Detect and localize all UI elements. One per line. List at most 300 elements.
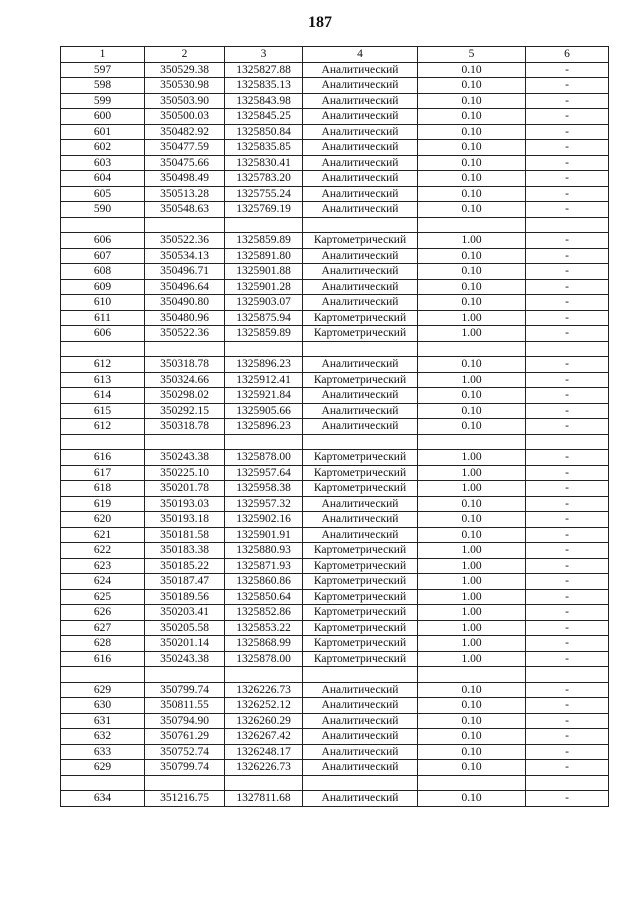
x-coordinate-cell: 350799.74 — [145, 682, 225, 698]
y-coordinate-cell: 1325868.99 — [225, 636, 303, 652]
point-number-cell: 622 — [61, 543, 145, 559]
x-coordinate-cell: 350318.78 — [145, 419, 225, 435]
table-row — [61, 512, 609, 528]
accuracy-cell: 1.00 — [418, 372, 526, 388]
note-cell: - — [526, 729, 609, 745]
empty-cell — [61, 341, 145, 357]
y-coordinate-cell: 1325871.93 — [225, 558, 303, 574]
method-cell: Аналитический — [303, 729, 418, 745]
method-cell: Картометрический — [303, 589, 418, 605]
note-cell: - — [526, 264, 609, 280]
method-cell: Картометрический — [303, 233, 418, 249]
point-number-cell: 623 — [61, 558, 145, 574]
accuracy-cell: 0.10 — [418, 124, 526, 140]
method-cell: Аналитический — [303, 419, 418, 435]
point-number-cell: 609 — [61, 279, 145, 295]
accuracy-cell: 0.10 — [418, 698, 526, 714]
y-coordinate-cell: 1325835.13 — [225, 78, 303, 94]
table-row — [61, 543, 609, 559]
point-number-cell: 634 — [61, 791, 145, 807]
accuracy-cell: 1.00 — [418, 651, 526, 667]
y-coordinate-cell: 1325755.24 — [225, 186, 303, 202]
note-cell: - — [526, 248, 609, 264]
accuracy-cell: 0.10 — [418, 713, 526, 729]
y-coordinate-cell: 1326260.29 — [225, 713, 303, 729]
y-coordinate-cell: 1326226.73 — [225, 760, 303, 776]
x-coordinate-cell: 350477.59 — [145, 140, 225, 156]
x-coordinate-cell: 350205.58 — [145, 620, 225, 636]
table-row — [61, 496, 609, 512]
x-coordinate-cell: 350529.38 — [145, 62, 225, 78]
table-row — [61, 186, 609, 202]
table-row — [61, 698, 609, 714]
method-cell: Картометрический — [303, 620, 418, 636]
table-row — [61, 233, 609, 249]
accuracy-cell: 0.10 — [418, 279, 526, 295]
x-coordinate-cell: 351216.75 — [145, 791, 225, 807]
method-cell: Картометрический — [303, 326, 418, 342]
table-row — [61, 155, 609, 171]
method-cell: Аналитический — [303, 124, 418, 140]
x-coordinate-cell: 350496.71 — [145, 264, 225, 280]
x-coordinate-cell: 350522.36 — [145, 233, 225, 249]
method-cell: Картометрический — [303, 651, 418, 667]
point-number-cell: 626 — [61, 605, 145, 621]
point-number-cell: 620 — [61, 512, 145, 528]
accuracy-cell: 0.10 — [418, 78, 526, 94]
empty-cell — [145, 667, 225, 683]
note-cell: - — [526, 388, 609, 404]
accuracy-cell: 0.10 — [418, 744, 526, 760]
table-row — [61, 109, 609, 125]
x-coordinate-cell: 350187.47 — [145, 574, 225, 590]
note-cell: - — [526, 295, 609, 311]
empty-cell — [418, 434, 526, 450]
x-coordinate-cell: 350189.56 — [145, 589, 225, 605]
table-row — [61, 248, 609, 264]
empty-cell — [61, 434, 145, 450]
x-coordinate-cell: 350513.28 — [145, 186, 225, 202]
y-coordinate-cell: 1326267.42 — [225, 729, 303, 745]
table-row — [61, 791, 609, 807]
x-coordinate-cell: 350503.90 — [145, 93, 225, 109]
point-number-cell: 631 — [61, 713, 145, 729]
y-coordinate-cell: 1325845.25 — [225, 109, 303, 125]
method-cell: Картометрический — [303, 605, 418, 621]
accuracy-cell: 0.10 — [418, 155, 526, 171]
point-number-cell: 603 — [61, 155, 145, 171]
note-cell: - — [526, 450, 609, 466]
table-row — [61, 419, 609, 435]
note-cell: - — [526, 62, 609, 78]
empty-cell — [418, 667, 526, 683]
method-cell: Аналитический — [303, 388, 418, 404]
note-cell: - — [526, 279, 609, 295]
table-row — [61, 574, 609, 590]
separator-row — [61, 775, 609, 791]
accuracy-cell: 0.10 — [418, 140, 526, 156]
point-number-cell: 615 — [61, 403, 145, 419]
method-cell: Картометрический — [303, 543, 418, 559]
y-coordinate-cell: 1326226.73 — [225, 682, 303, 698]
method-cell: Картометрический — [303, 465, 418, 481]
point-number-cell: 602 — [61, 140, 145, 156]
empty-cell — [225, 217, 303, 233]
note-cell: - — [526, 233, 609, 249]
method-cell: Аналитический — [303, 698, 418, 714]
y-coordinate-cell: 1325850.84 — [225, 124, 303, 140]
method-cell: Аналитический — [303, 295, 418, 311]
method-cell: Аналитический — [303, 248, 418, 264]
x-coordinate-cell: 350534.13 — [145, 248, 225, 264]
accuracy-cell: 0.10 — [418, 295, 526, 311]
method-cell: Аналитический — [303, 171, 418, 187]
empty-cell — [303, 775, 418, 791]
accuracy-cell: 0.10 — [418, 248, 526, 264]
accuracy-cell: 1.00 — [418, 636, 526, 652]
x-coordinate-cell: 350548.63 — [145, 202, 225, 218]
note-cell: - — [526, 496, 609, 512]
x-coordinate-cell: 350298.02 — [145, 388, 225, 404]
y-coordinate-cell: 1325901.91 — [225, 527, 303, 543]
y-coordinate-cell: 1325859.89 — [225, 233, 303, 249]
note-cell: - — [526, 465, 609, 481]
header-row — [61, 47, 609, 63]
note-cell: - — [526, 760, 609, 776]
note-cell: - — [526, 124, 609, 140]
accuracy-cell: 1.00 — [418, 589, 526, 605]
x-coordinate-cell: 350185.22 — [145, 558, 225, 574]
table-row — [61, 326, 609, 342]
table-row — [61, 124, 609, 140]
y-coordinate-cell: 1325902.16 — [225, 512, 303, 528]
y-coordinate-cell: 1325957.64 — [225, 465, 303, 481]
point-number-cell: 598 — [61, 78, 145, 94]
table-row — [61, 760, 609, 776]
empty-cell — [526, 775, 609, 791]
x-coordinate-cell: 350522.36 — [145, 326, 225, 342]
empty-cell — [418, 341, 526, 357]
note-cell: - — [526, 372, 609, 388]
point-number-cell: 600 — [61, 109, 145, 125]
accuracy-cell: 0.10 — [418, 93, 526, 109]
method-cell: Аналитический — [303, 186, 418, 202]
empty-cell — [418, 775, 526, 791]
accuracy-cell: 1.00 — [418, 605, 526, 621]
note-cell: - — [526, 93, 609, 109]
point-number-cell: 610 — [61, 295, 145, 311]
separator-row — [61, 434, 609, 450]
note-cell: - — [526, 698, 609, 714]
method-cell: Аналитический — [303, 403, 418, 419]
table-row — [61, 713, 609, 729]
table-body — [61, 47, 609, 807]
method-cell: Аналитический — [303, 140, 418, 156]
point-number-cell: 590 — [61, 202, 145, 218]
point-number-cell: 599 — [61, 93, 145, 109]
accuracy-cell: 0.10 — [418, 419, 526, 435]
empty-cell — [145, 217, 225, 233]
y-coordinate-cell: 1325859.89 — [225, 326, 303, 342]
x-coordinate-cell: 350292.15 — [145, 403, 225, 419]
accuracy-cell: 1.00 — [418, 620, 526, 636]
table-row — [61, 372, 609, 388]
table-row — [61, 481, 609, 497]
y-coordinate-cell: 1325903.07 — [225, 295, 303, 311]
empty-cell — [225, 434, 303, 450]
note-cell: - — [526, 512, 609, 528]
table-row — [61, 279, 609, 295]
x-coordinate-cell: 350761.29 — [145, 729, 225, 745]
accuracy-cell: 1.00 — [418, 574, 526, 590]
x-coordinate-cell: 350496.64 — [145, 279, 225, 295]
y-coordinate-cell: 1325878.00 — [225, 450, 303, 466]
table-row — [61, 264, 609, 280]
accuracy-cell: 1.00 — [418, 450, 526, 466]
note-cell: - — [526, 682, 609, 698]
point-number-cell: 604 — [61, 171, 145, 187]
note-cell: - — [526, 791, 609, 807]
table-row — [61, 744, 609, 760]
empty-cell — [526, 341, 609, 357]
table-row — [61, 651, 609, 667]
method-cell: Аналитический — [303, 496, 418, 512]
header-cell-4: 4 — [303, 47, 418, 63]
y-coordinate-cell: 1325783.20 — [225, 171, 303, 187]
y-coordinate-cell: 1325878.00 — [225, 651, 303, 667]
empty-cell — [418, 217, 526, 233]
separator-row — [61, 341, 609, 357]
page-number: 187 — [308, 14, 332, 31]
accuracy-cell: 0.10 — [418, 186, 526, 202]
method-cell: Аналитический — [303, 512, 418, 528]
accuracy-cell: 1.00 — [418, 233, 526, 249]
point-number-cell: 633 — [61, 744, 145, 760]
point-number-cell: 601 — [61, 124, 145, 140]
point-number-cell: 608 — [61, 264, 145, 280]
header-cell-2: 2 — [145, 47, 225, 63]
y-coordinate-cell: 1326248.17 — [225, 744, 303, 760]
accuracy-cell: 1.00 — [418, 543, 526, 559]
x-coordinate-cell: 350482.92 — [145, 124, 225, 140]
empty-cell — [526, 667, 609, 683]
point-number-cell: 629 — [61, 682, 145, 698]
point-number-cell: 607 — [61, 248, 145, 264]
empty-cell — [526, 217, 609, 233]
table-row — [61, 357, 609, 373]
x-coordinate-cell: 350475.66 — [145, 155, 225, 171]
accuracy-cell: 0.10 — [418, 109, 526, 125]
x-coordinate-cell: 350201.78 — [145, 481, 225, 497]
y-coordinate-cell: 1325830.41 — [225, 155, 303, 171]
point-number-cell: 612 — [61, 419, 145, 435]
accuracy-cell: 0.10 — [418, 357, 526, 373]
empty-cell — [303, 217, 418, 233]
note-cell: - — [526, 543, 609, 559]
method-cell: Аналитический — [303, 760, 418, 776]
y-coordinate-cell: 1325875.94 — [225, 310, 303, 326]
empty-cell — [61, 217, 145, 233]
accuracy-cell: 0.10 — [418, 760, 526, 776]
note-cell: - — [526, 140, 609, 156]
table-row — [61, 140, 609, 156]
y-coordinate-cell: 1325853.22 — [225, 620, 303, 636]
x-coordinate-cell: 350811.55 — [145, 698, 225, 714]
point-number-cell: 612 — [61, 357, 145, 373]
y-coordinate-cell: 1325891.80 — [225, 248, 303, 264]
accuracy-cell: 1.00 — [418, 310, 526, 326]
table-row — [61, 682, 609, 698]
x-coordinate-cell: 350324.66 — [145, 372, 225, 388]
point-number-cell: 627 — [61, 620, 145, 636]
note-cell: - — [526, 357, 609, 373]
accuracy-cell: 1.00 — [418, 326, 526, 342]
method-cell: Аналитический — [303, 109, 418, 125]
method-cell: Картометрический — [303, 481, 418, 497]
y-coordinate-cell: 1325905.66 — [225, 403, 303, 419]
note-cell: - — [526, 171, 609, 187]
y-coordinate-cell: 1325957.32 — [225, 496, 303, 512]
accuracy-cell: 0.10 — [418, 527, 526, 543]
note-cell: - — [526, 481, 609, 497]
note-cell: - — [526, 651, 609, 667]
coordinates-table — [60, 46, 609, 807]
x-coordinate-cell: 350752.74 — [145, 744, 225, 760]
table-row — [61, 558, 609, 574]
point-number-cell: 616 — [61, 450, 145, 466]
point-number-cell: 611 — [61, 310, 145, 326]
header-cell-1: 1 — [61, 47, 145, 63]
y-coordinate-cell: 1325835.85 — [225, 140, 303, 156]
method-cell: Картометрический — [303, 574, 418, 590]
note-cell: - — [526, 326, 609, 342]
method-cell: Аналитический — [303, 791, 418, 807]
empty-cell — [61, 775, 145, 791]
accuracy-cell: 0.10 — [418, 62, 526, 78]
y-coordinate-cell: 1325901.28 — [225, 279, 303, 295]
table-row — [61, 388, 609, 404]
note-cell: - — [526, 636, 609, 652]
empty-cell — [145, 341, 225, 357]
y-coordinate-cell: 1325850.64 — [225, 589, 303, 605]
x-coordinate-cell: 350318.78 — [145, 357, 225, 373]
point-number-cell: 630 — [61, 698, 145, 714]
point-number-cell: 621 — [61, 527, 145, 543]
table-row — [61, 450, 609, 466]
accuracy-cell: 0.10 — [418, 682, 526, 698]
x-coordinate-cell: 350181.58 — [145, 527, 225, 543]
method-cell: Аналитический — [303, 682, 418, 698]
method-cell: Аналитический — [303, 527, 418, 543]
separator-row — [61, 667, 609, 683]
point-number-cell: 605 — [61, 186, 145, 202]
table-row — [61, 202, 609, 218]
table-row — [61, 620, 609, 636]
header-cell-5: 5 — [418, 47, 526, 63]
x-coordinate-cell: 350480.96 — [145, 310, 225, 326]
note-cell: - — [526, 589, 609, 605]
method-cell: Аналитический — [303, 155, 418, 171]
y-coordinate-cell: 1326252.12 — [225, 698, 303, 714]
note-cell: - — [526, 527, 609, 543]
method-cell: Аналитический — [303, 78, 418, 94]
table-row — [61, 589, 609, 605]
empty-cell — [61, 667, 145, 683]
note-cell: - — [526, 186, 609, 202]
y-coordinate-cell: 1325958.38 — [225, 481, 303, 497]
accuracy-cell: 0.10 — [418, 729, 526, 745]
table-row — [61, 62, 609, 78]
y-coordinate-cell: 1325912.41 — [225, 372, 303, 388]
table-row — [61, 527, 609, 543]
accuracy-cell: 1.00 — [418, 465, 526, 481]
method-cell: Аналитический — [303, 713, 418, 729]
point-number-cell: 616 — [61, 651, 145, 667]
x-coordinate-cell: 350530.98 — [145, 78, 225, 94]
method-cell: Аналитический — [303, 93, 418, 109]
x-coordinate-cell: 350243.38 — [145, 450, 225, 466]
accuracy-cell: 0.10 — [418, 496, 526, 512]
y-coordinate-cell: 1325901.88 — [225, 264, 303, 280]
method-cell: Картометрический — [303, 372, 418, 388]
y-coordinate-cell: 1327811.68 — [225, 791, 303, 807]
empty-cell — [225, 775, 303, 791]
point-number-cell: 606 — [61, 233, 145, 249]
point-number-cell: 617 — [61, 465, 145, 481]
empty-cell — [145, 775, 225, 791]
accuracy-cell: 0.10 — [418, 512, 526, 528]
point-number-cell: 614 — [61, 388, 145, 404]
x-coordinate-cell: 350794.90 — [145, 713, 225, 729]
x-coordinate-cell: 350225.10 — [145, 465, 225, 481]
y-coordinate-cell: 1325843.98 — [225, 93, 303, 109]
point-number-cell: 624 — [61, 574, 145, 590]
point-number-cell: 628 — [61, 636, 145, 652]
table-row — [61, 729, 609, 745]
method-cell: Картометрический — [303, 558, 418, 574]
accuracy-cell: 0.10 — [418, 264, 526, 280]
method-cell: Аналитический — [303, 202, 418, 218]
y-coordinate-cell: 1325921.84 — [225, 388, 303, 404]
note-cell: - — [526, 155, 609, 171]
empty-cell — [303, 341, 418, 357]
y-coordinate-cell: 1325769.19 — [225, 202, 303, 218]
note-cell: - — [526, 558, 609, 574]
point-number-cell: 606 — [61, 326, 145, 342]
point-number-cell: 629 — [61, 760, 145, 776]
table-row — [61, 93, 609, 109]
table-row — [61, 605, 609, 621]
table-row — [61, 636, 609, 652]
note-cell: - — [526, 744, 609, 760]
method-cell: Картометрический — [303, 310, 418, 326]
note-cell: - — [526, 109, 609, 125]
empty-cell — [145, 434, 225, 450]
note-cell: - — [526, 620, 609, 636]
note-cell: - — [526, 419, 609, 435]
accuracy-cell: 1.00 — [418, 481, 526, 497]
note-cell: - — [526, 310, 609, 326]
empty-cell — [303, 434, 418, 450]
point-number-cell: 597 — [61, 62, 145, 78]
x-coordinate-cell: 350193.03 — [145, 496, 225, 512]
x-coordinate-cell: 350498.49 — [145, 171, 225, 187]
method-cell: Аналитический — [303, 357, 418, 373]
x-coordinate-cell: 350799.74 — [145, 760, 225, 776]
method-cell: Картометрический — [303, 450, 418, 466]
header-cell-3: 3 — [225, 47, 303, 63]
method-cell: Картометрический — [303, 636, 418, 652]
